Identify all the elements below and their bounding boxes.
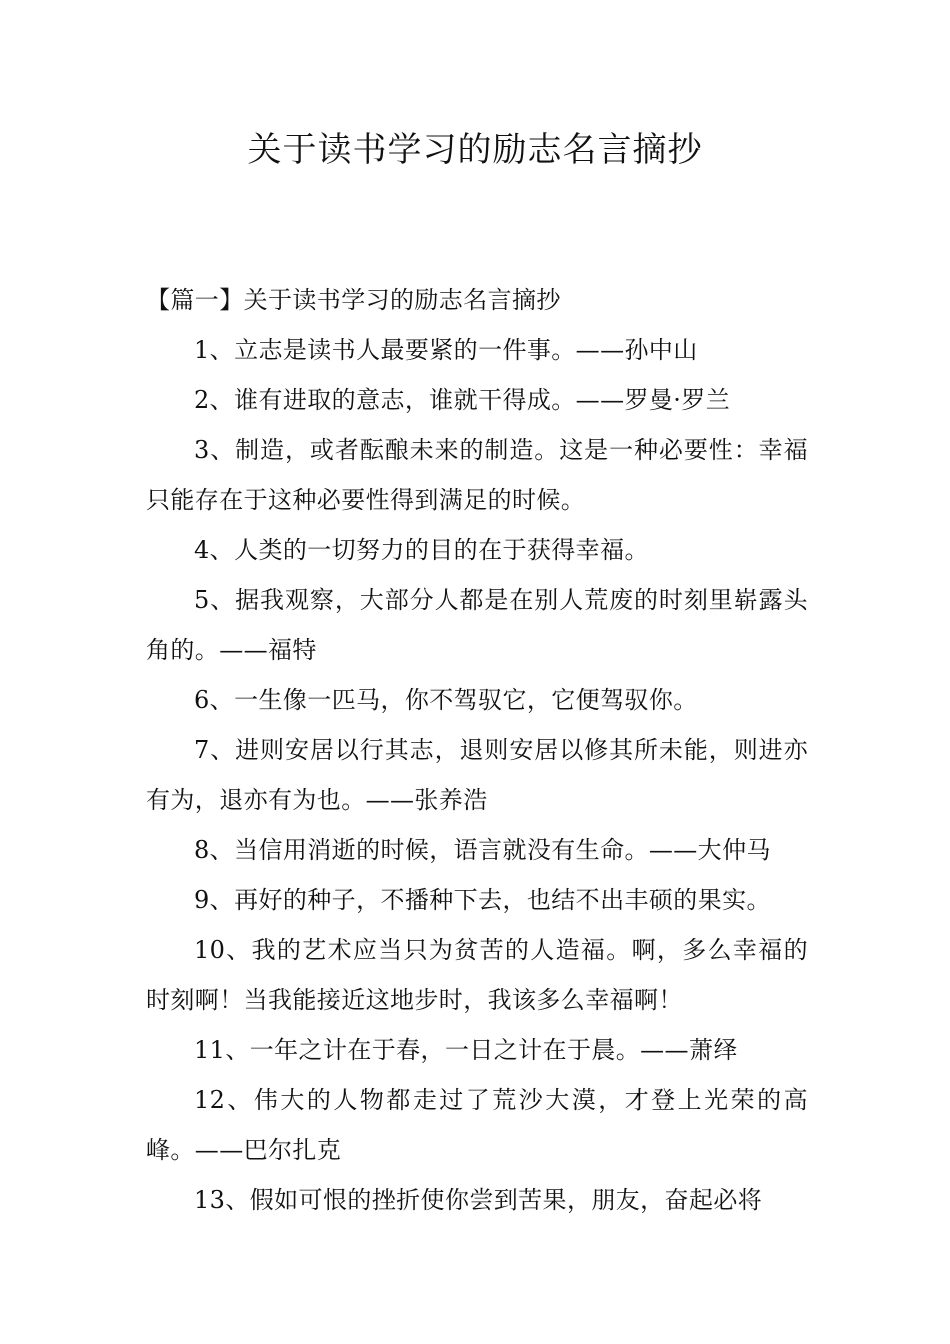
quote-item: 8、当信用消逝的时候，语言就没有生命。——大仲马 — [194, 836, 771, 864]
section-heading: 【篇一】关于读书学习的励志名言摘抄 — [146, 286, 561, 314]
quote-item: 4、人类的一切努力的目的在于获得幸福。 — [194, 536, 649, 564]
quote-item: 5、据我观察，大部分人都是在别人荒废的时刻里崭露头角的。——福特 — [146, 586, 808, 664]
quote-item: 9、再好的种子，不播种下去，也结不出丰硕的果实。 — [194, 886, 771, 914]
quote-item: 1、立志是读书人最要紧的一件事。——孙中山 — [194, 336, 698, 364]
quote-item: 6、一生像一匹马，你不驾驭它，它便驾驭你。 — [194, 686, 698, 714]
document-body — [146, 275, 808, 1225]
quote-item: 12、伟大的人物都走过了荒沙大漠，才登上光荣的高峰。——巴尔扎克 — [146, 1086, 808, 1164]
document-title: 关于读书学习的励志名言摘抄 — [247, 130, 703, 170]
quote-item: 13、假如可恨的挫折使你尝到苦果，朋友，奋起必将 — [194, 1186, 763, 1214]
quote-item: 11、一年之计在于春，一日之计在于晨。——萧绎 — [194, 1036, 738, 1064]
quote-item: 10、我的艺术应当只为贫苦的人造福。啊，多么幸福的时刻啊！当我能接近这地步时，我该多么幸福啊！ — [146, 936, 808, 1014]
quote-item: 2、谁有进取的意志，谁就干得成。——罗曼·罗兰 — [194, 386, 731, 414]
quote-item: 3、制造，或者酝酿未来的制造。这是一种必要性：幸福只能存在于这种必要性得到满足的时候。 — [146, 436, 808, 514]
quote-item: 7、进则安居以行其志，退则安居以修其所未能，则进亦有为，退亦有为也。——张养浩 — [146, 736, 808, 814]
